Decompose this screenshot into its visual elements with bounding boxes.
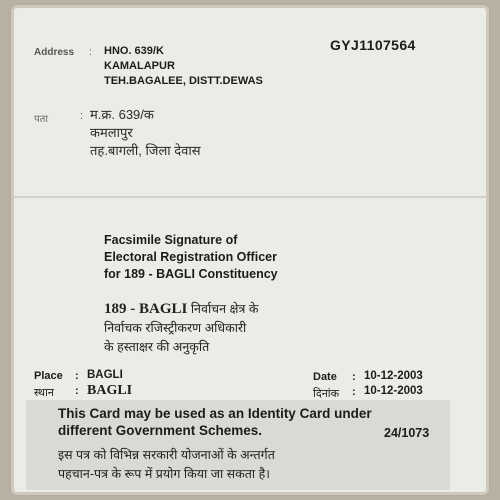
- facsimile-en-line-2: Electoral Registration Officer: [104, 250, 277, 264]
- place-value-en: BAGLI: [87, 369, 123, 381]
- address-hi-line-1: म.क्र. 639/क: [90, 107, 154, 122]
- place-colon-hi: :: [75, 385, 79, 397]
- date-colon-en: :: [352, 371, 356, 383]
- notice-en-line-2: different Government Schemes.: [58, 423, 263, 438]
- place-colon-en: :: [75, 370, 79, 382]
- address-label-hi: पता: [34, 114, 48, 125]
- facsimile-hi-line-2: निर्वाचक रजिस्ट्रीकरण अधिकारी: [104, 321, 247, 335]
- fold-crease: [14, 196, 486, 198]
- date-value-hi: 10-12-2003: [364, 385, 423, 397]
- address-en-line-2: KAMALAPUR: [104, 60, 175, 72]
- facsimile-hi-line-1-rest: निर्वाचन क्षेत्र के: [187, 302, 259, 316]
- identity-notice-hi: [58, 446, 275, 484]
- facsimile-signature-en: [104, 232, 278, 283]
- serial-number: GYJ1107564: [330, 37, 416, 53]
- date-value-en: 10-12-2003: [364, 370, 423, 382]
- address-colon-en: :: [89, 47, 92, 58]
- form-code: 24/1073: [384, 426, 430, 440]
- notice-en-line-1: This Card may be used as an Identity Card under: [58, 406, 372, 421]
- address-en-line-3: TEH.BAGALEE, DISTT.DEWAS: [104, 75, 263, 87]
- address-en-line-1: HNO. 639/K: [104, 45, 164, 57]
- facsimile-en-line-3: for 189 - BAGLI Constituency: [104, 267, 278, 281]
- date-label-hi: दिनांक: [313, 388, 340, 400]
- date-label-en: Date: [313, 371, 337, 383]
- address-hi-line-2: कमलापुर: [90, 125, 133, 140]
- facsimile-hi-line-3: के हस्ताक्षर की अनुकृति: [104, 340, 210, 354]
- address-en: [104, 44, 263, 89]
- date-colon-hi: :: [352, 386, 356, 398]
- facsimile-hi-line-1: [104, 300, 258, 319]
- place-value-hi: BAGLI: [87, 383, 133, 398]
- facsimile-signature-hi: [104, 300, 258, 357]
- address-hi-line-3: तह.बागली, जिला देवास: [90, 143, 201, 158]
- constituency-name: 189 - BAGLI: [104, 301, 188, 317]
- place-label-en: Place: [34, 370, 63, 382]
- address-colon-hi: :: [80, 110, 84, 122]
- address-hi: [90, 106, 201, 160]
- notice-hi-line-1: इस पत्र को विभिन्न सरकारी योजनाओं के अन्तर्गत: [58, 448, 275, 462]
- notice-hi-line-2: पहचान-पत्र के रूप में प्रयोग किया जा सकता है।: [58, 467, 270, 481]
- place-label-hi: स्थान: [34, 387, 55, 399]
- facsimile-en-line-1: Facsimile Signature of: [104, 233, 238, 247]
- address-label-en: Address: [34, 47, 75, 58]
